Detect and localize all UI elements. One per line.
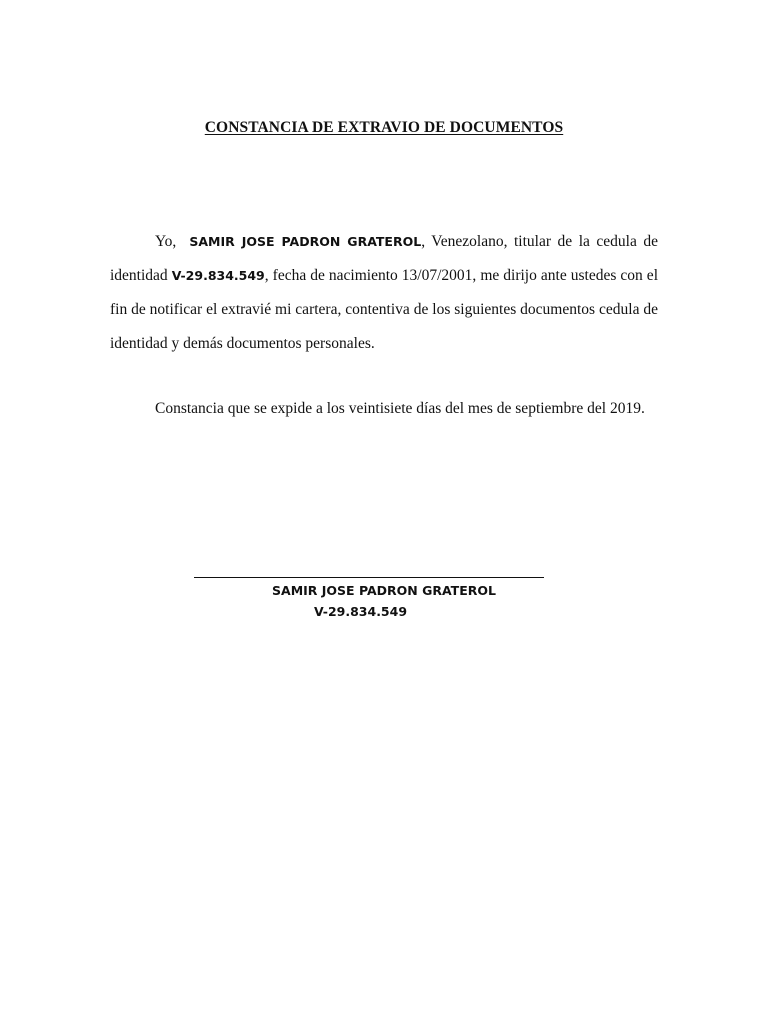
declarant-id-number: V-29.834.549 <box>171 268 265 283</box>
declaration-after-name: , Venezolano, titular de la cedula de identidad <box>110 233 658 284</box>
document-title: CONSTANCIA DE EXTRAVIO DE DOCUMENTOS <box>204 119 564 136</box>
signature-name: SAMIR JOSE PADRON GRATEROL <box>272 583 496 598</box>
declaration-rest: , fecha de nacimiento 13/07/2001, me dirijo ante ustedes con el fin de notificar el extravié mi cartera, contentiva de los siguientes documentos cedula de identidad y demás documentos personales. <box>110 267 658 352</box>
signature-line <box>194 577 544 578</box>
declaration-intro: Yo, <box>155 233 177 250</box>
issuance-paragraph: Constancia que se expide a los veintisiete días del mes de septiembre del 2019. <box>155 400 645 417</box>
declarant-name: SAMIR JOSE PADRON GRATEROL <box>189 234 422 249</box>
signature-id-number: V-29.834.549 <box>314 604 408 619</box>
declaration-paragraph <box>110 225 658 361</box>
